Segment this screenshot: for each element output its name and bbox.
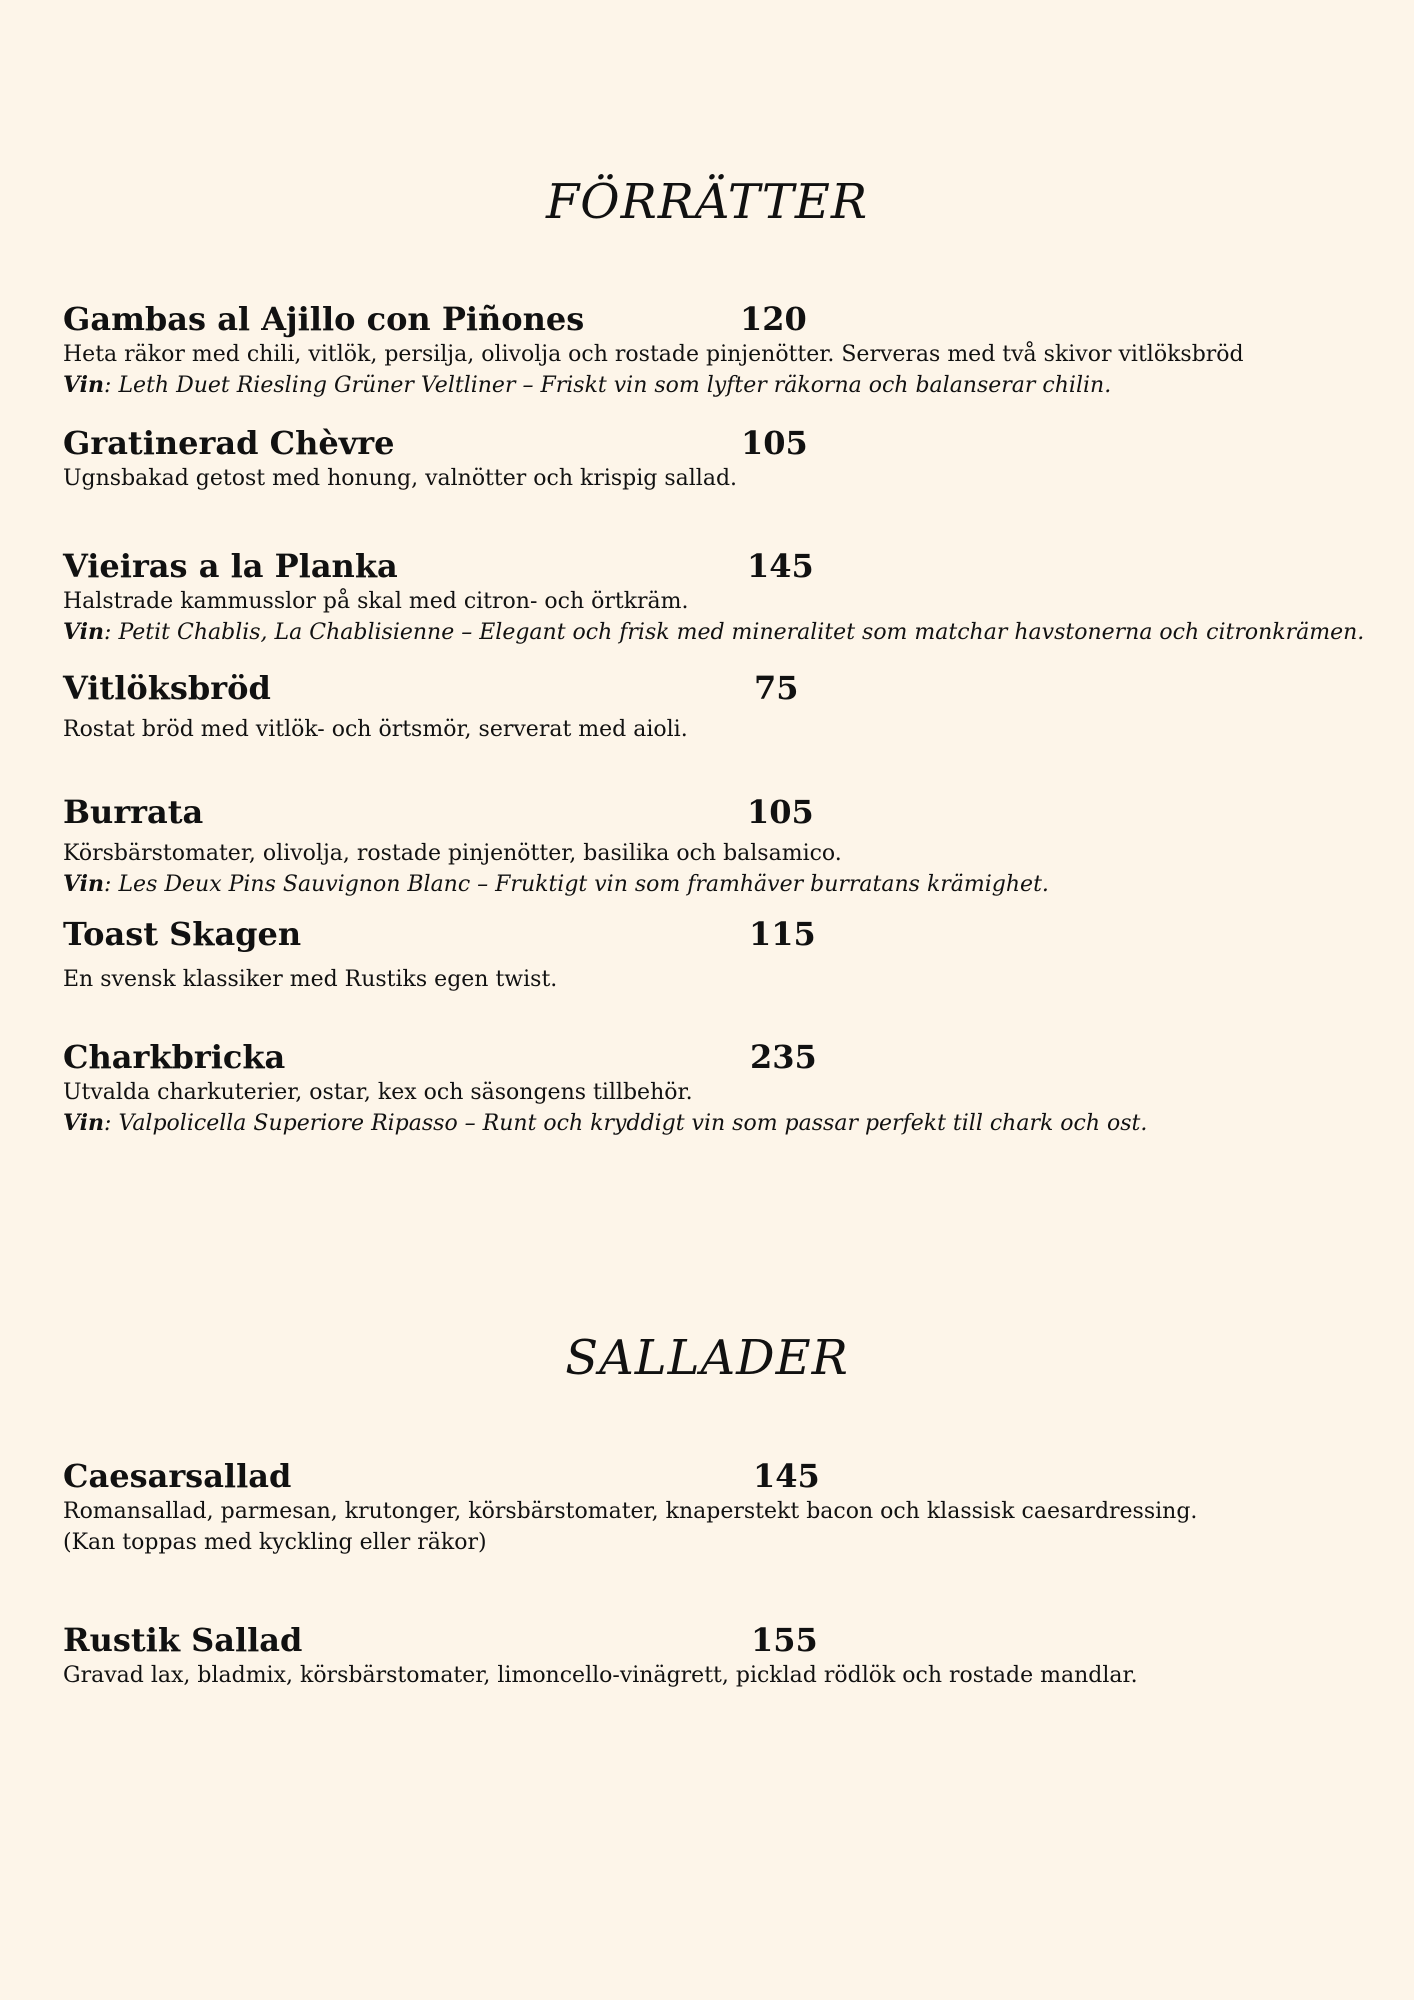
wine-label: Vin xyxy=(63,619,105,645)
item-description: Körsbärstomater, olivolja, rostade pinjenötter, basilika och balsamico. xyxy=(63,841,842,866)
menu-item-vieiras xyxy=(63,546,1383,648)
menu-item-burrata xyxy=(63,792,1383,900)
wine-text: : Valpolicella Superiore Ripasso – Runt och kryddigt vin som passar perfekt till chark och ost. xyxy=(104,1111,1148,1136)
item-wine-pairing xyxy=(63,370,1383,401)
item-description: Halstrade kammusslor på skal med citron- och örtkräm. xyxy=(63,589,689,614)
item-price: 105 xyxy=(747,793,814,831)
item-name: Caesarsallad xyxy=(63,1457,292,1495)
menu-item-vitloksbrod xyxy=(63,668,1383,745)
wine-label: Vin xyxy=(63,372,105,398)
item-description: En svensk klassiker med Rustiks egen twist. xyxy=(63,967,558,992)
item-wine-pairing xyxy=(63,869,1383,900)
item-name: Vieiras a la Planka xyxy=(63,547,398,585)
item-name: Gratinerad Chèvre xyxy=(63,424,395,462)
item-price: 120 xyxy=(740,300,807,338)
wine-text: : Leth Duet Riesling Grüner Veltliner – Friskt vin som lyfter räkorna och balanserar chilin. xyxy=(104,373,1112,398)
section-title-sallader: SALLADER xyxy=(565,1330,849,1386)
menu-item-charkbricka xyxy=(63,1037,1383,1139)
item-name: Rustik Sallad xyxy=(63,1621,303,1659)
wine-text: : Petit Chablis, La Chablisienne – Elegant och frisk med mineralitet som matchar havstonerna och citronkrämen. xyxy=(104,620,1365,645)
item-wine-pairing xyxy=(63,617,1383,648)
item-price: 115 xyxy=(749,915,816,953)
item-description: Gravad lax, bladmix, körsbärstomater, limoncello-vinägrett, picklad rödlök och rostade mandlar. xyxy=(63,1663,1138,1688)
item-name: Gambas al Ajillo con Piñones xyxy=(63,300,585,338)
item-price: 145 xyxy=(753,1457,820,1495)
wine-label: Vin xyxy=(63,1110,105,1136)
menu-item-caesarsallad xyxy=(63,1456,1383,1558)
menu-item-rustik-sallad xyxy=(63,1620,1383,1691)
wine-text: : Les Deux Pins Sauvignon Blanc – Fruktigt vin som framhäver burratans krämighet. xyxy=(104,872,1049,897)
item-name: Charkbricka xyxy=(63,1038,286,1076)
item-description: Ugnsbakad getost med honung, valnötter och krispig sallad. xyxy=(63,466,738,491)
item-wine-pairing xyxy=(63,1108,1383,1139)
item-name: Burrata xyxy=(63,793,204,831)
item-name: Vitlöksbröd xyxy=(63,669,271,707)
item-price: 145 xyxy=(747,547,814,585)
section-title-forratter: FÖRRÄTTER xyxy=(545,174,869,230)
item-note: (Kan toppas med kyckling eller räkor) xyxy=(63,1530,487,1555)
item-price: 75 xyxy=(754,669,799,707)
item-price: 235 xyxy=(750,1038,817,1076)
menu-item-gratinerad-chevre xyxy=(63,423,1383,494)
menu-item-toast-skagen xyxy=(63,914,1383,995)
item-description: Heta räkor med chili, vitlök, persilja, olivolja och rostade pinjenötter. Serveras med två skivor vitlöksbröd xyxy=(63,342,1244,367)
item-name: Toast Skagen xyxy=(63,915,302,953)
item-description: Utvalda charkuterier, ostar, kex och säsongens tillbehör. xyxy=(63,1080,693,1105)
item-price: 155 xyxy=(751,1621,818,1659)
wine-label: Vin xyxy=(63,871,105,897)
menu-item-gambas xyxy=(63,299,1383,401)
item-description: Rostat bröd med vitlök- och örtsmör, serverat med aioli. xyxy=(63,717,688,742)
item-description: Romansallad, parmesan, krutonger, körsbärstomater, knaperstekt bacon och klassisk caesardressing. xyxy=(63,1499,1198,1524)
item-price: 105 xyxy=(741,424,808,462)
